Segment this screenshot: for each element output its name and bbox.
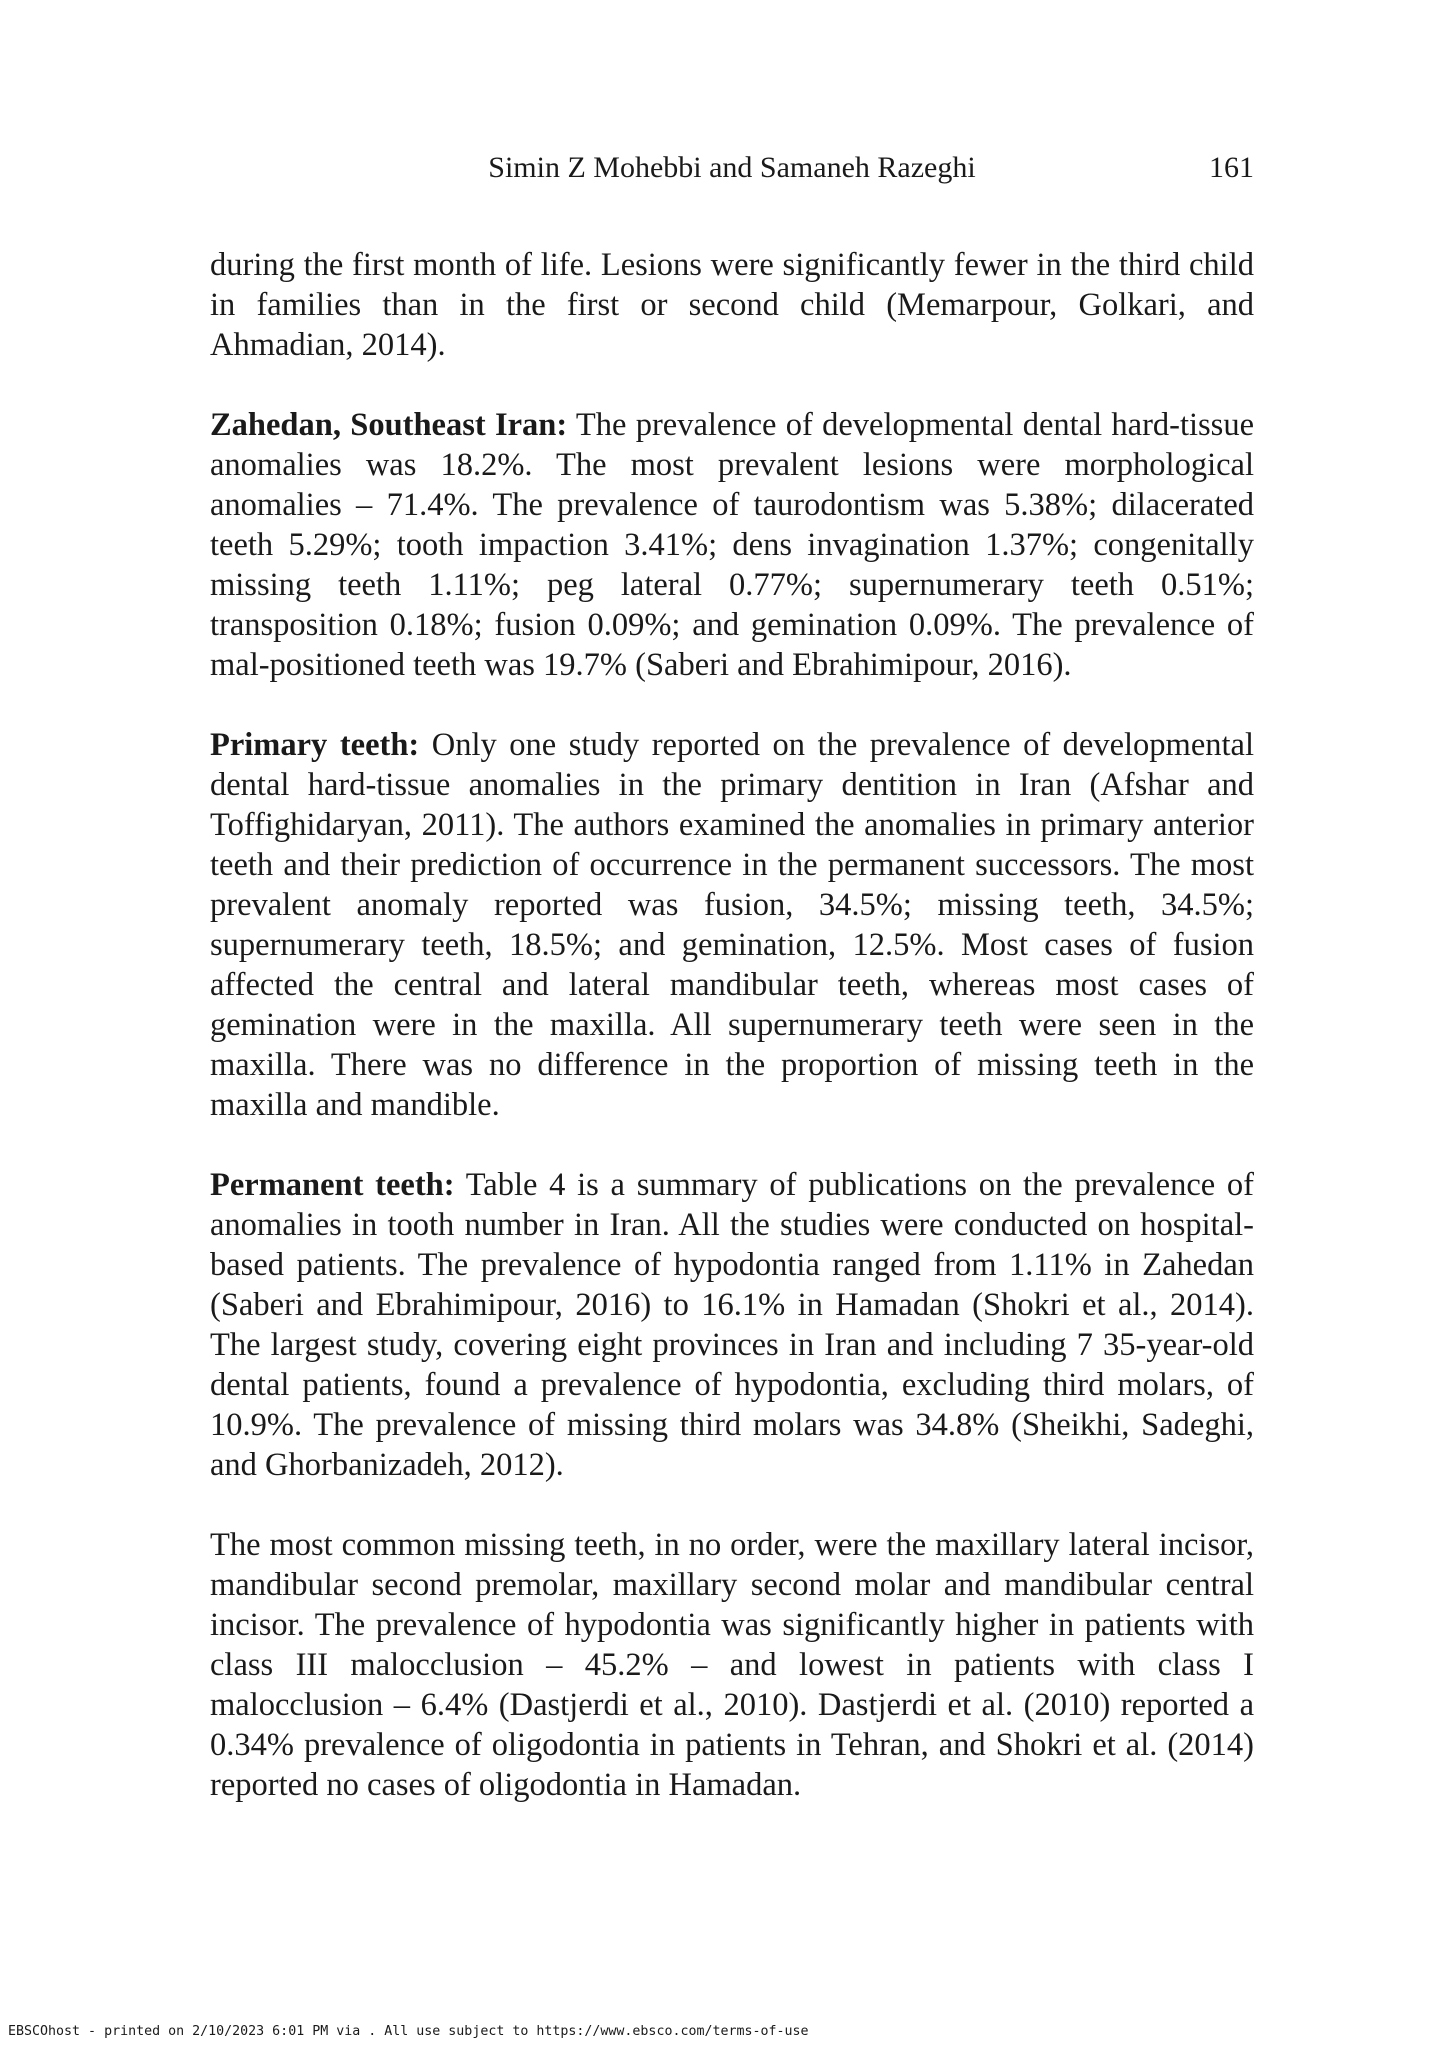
paragraph-lead: Zahedan, Southeast Iran: <box>210 407 568 443</box>
paragraph-permanent-teeth <box>210 1165 1254 1485</box>
body-text <box>210 245 1254 1805</box>
page-number: 161 <box>1209 151 1254 184</box>
print-footer: EBSCOhost - printed on 2/10/2023 6:01 PM via . All use subject to https://www.ebsco.com/terms-of-use <box>8 2024 809 2039</box>
paragraph-text: Only one study reported on the prevalence of developmental dental hard-tissue anomalies in the primary dentition in Iran (Afshar and Toffighidaryan, 2011). The authors examined the anomalies in primary anterior teeth and their prediction of occurrence in the permanent successors. The most prevalent anomaly reported was fusion, 34.5%; missing teeth, 34.5%; supernumerary teeth, 18.5%; and gemination, 12.5%. Most cases of fusion affected the central and lateral mandibular teeth, whereas most cases of gemination were in the maxilla. All supernumerary teeth were seen in the maxilla. There was no difference in the proportion of missing teeth in the maxilla and mandible. <box>210 727 1254 1123</box>
paragraph-primary-teeth <box>210 725 1254 1125</box>
running-head-authors: Simin Z Mohebbi and Samaneh Razeghi <box>488 151 976 184</box>
paragraph-missing-teeth <box>210 1525 1254 1805</box>
paragraph-text: The most common missing teeth, in no order, were the maxillary lateral incisor, mandibular second premolar, maxillary second molar and mandibular central incisor. The prevalence of hypodontia was significantly higher in patients with class III malocclusion – 45.2% – and lowest in patients with class I malocclusion – 6.4% (Dastjerdi et al., 2010). Dastjerdi et al. (2010) reported a 0.34% prevalence of oligodontia in patients in Tehran, and Shokri et al. (2014) reported no cases of oligodontia in Hamadan. <box>210 1527 1254 1803</box>
paragraph-lead: Primary teeth: <box>210 727 420 763</box>
paragraph-zahedan <box>210 405 1254 685</box>
paragraph-lead: Permanent teeth: <box>210 1167 455 1203</box>
paragraph-text: during the first month of life. Lesions were significantly fewer in the third child in families than in the first or second child (Memarpour, Golkari, and Ahmadian, 2014). <box>210 247 1254 363</box>
paragraph-continuation <box>210 245 1254 365</box>
running-head <box>210 148 1254 188</box>
paragraph-text: The prevalence of developmental dental hard-tissue anomalies was 18.2%. The most prevalent lesions were morphological anomalies – 71.4%. The prevalence of taurodontism was 5.38%; dilacerated teeth 5.29%; tooth impaction 3.41%; dens invagination 1.37%; congenitally missing teeth 1.11%; peg lateral 0.77%; supernumerary teeth 0.51%; transposition 0.18%; fusion 0.09%; and gemination 0.09%. The prevalence of mal-positioned teeth was 19.7% (Saberi and Ebrahimipour, 2016). <box>210 407 1254 683</box>
paragraph-text: Table 4 is a summary of publications on the prevalence of anomalies in tooth number in Iran. All the studies were conducted on hospital-based patients. The prevalence of hypodontia ranged from 1.11% in Zahedan (Saberi and Ebrahimipour, 2016) to 16.1% in Hamadan (Shokri et al., 2014). The largest study, covering eight provinces in Iran and including 7 35-year-old dental patients, found a prevalence of hypodontia, excluding third molars, of 10.9%. The prevalence of missing third molars was 34.8% (Sheikhi, Sadeghi, and Ghorbanizadeh, 2012). <box>210 1167 1254 1483</box>
